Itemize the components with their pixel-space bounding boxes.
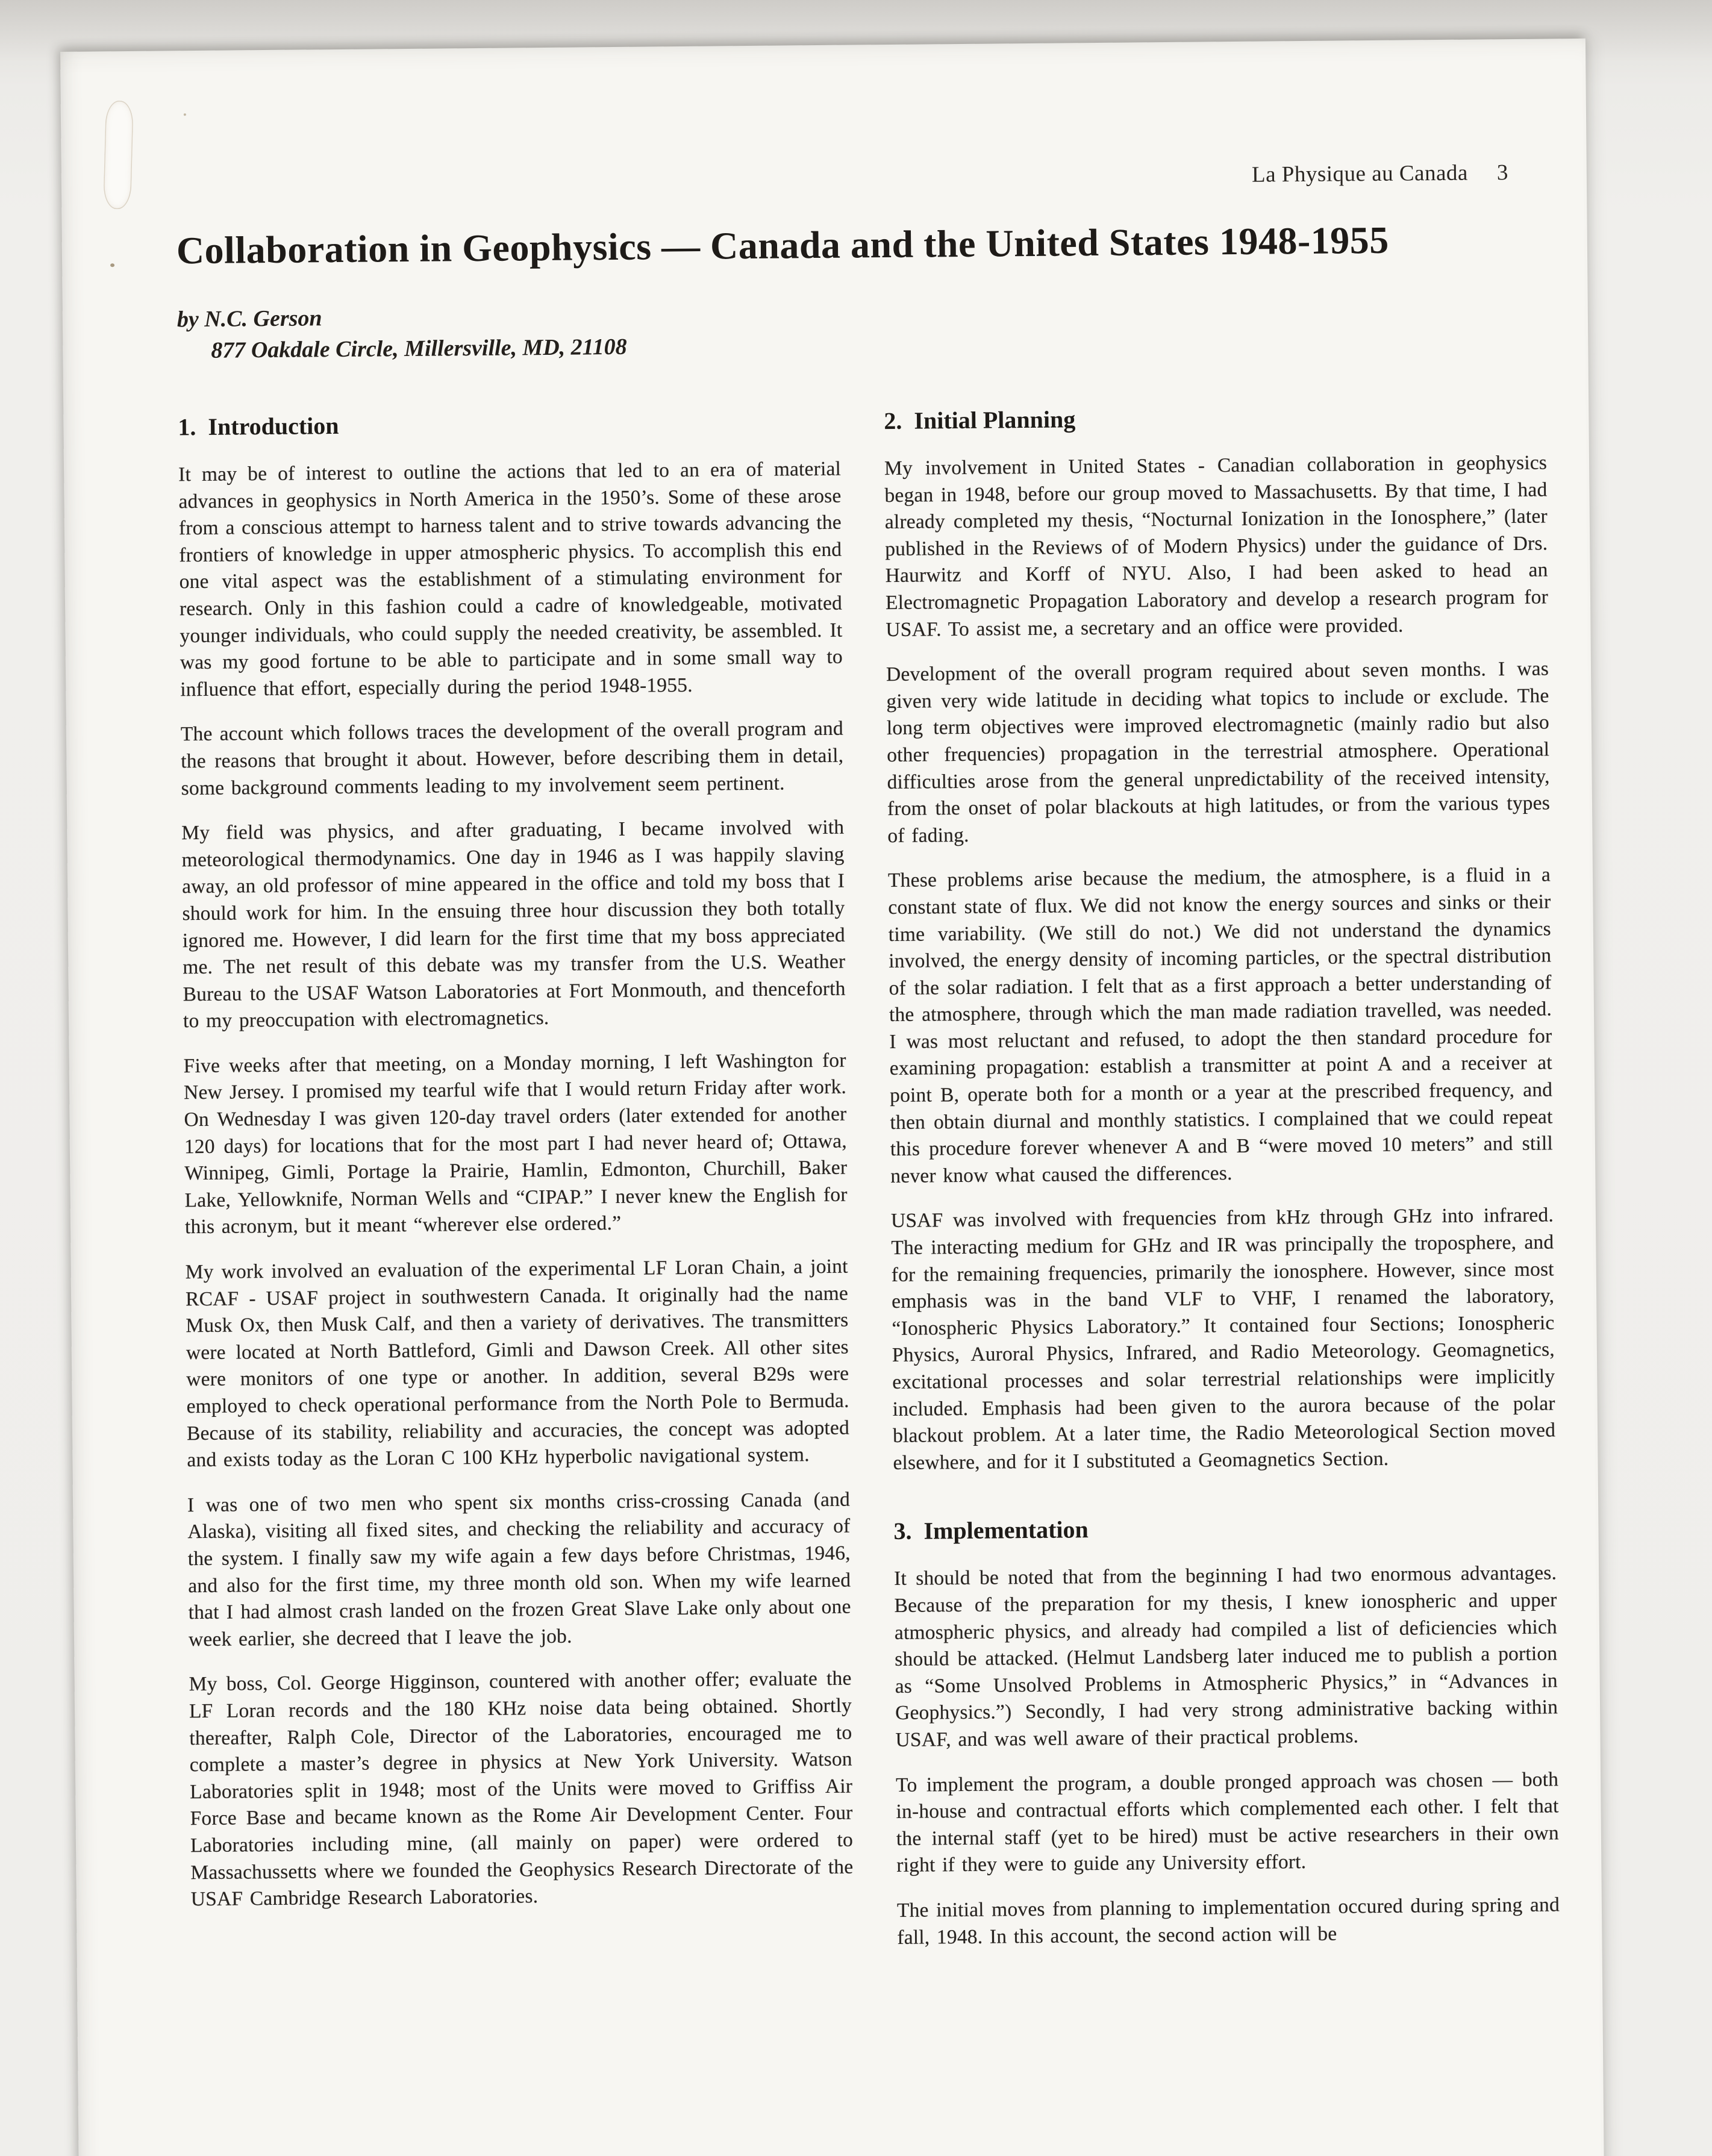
section-heading: 2. Initial Planning xyxy=(884,405,1076,435)
paragraph: My involvement in United States - Canadian collaboration in geophysics began in 1948, before our group moved to Massachusetts. By that time, I had already completed my thesis, “Nocturnal Ionization in the Ionosphere,” (later published in the Reviews of of Modern Physics) under the guidance of Drs. Haurwitz and Korff of NYU. Also, I had been asked to head an Electromagnetic Propagation Laboratory and develop a research program for USAF. To assist me, a secretary and an office were provided. xyxy=(884,451,1549,641)
section-implementation xyxy=(893,1511,1560,1951)
page-header xyxy=(176,159,1546,198)
section-introduction xyxy=(178,407,854,1913)
section-heading: 3. Implementation xyxy=(893,1516,1089,1545)
page-number: 3 xyxy=(1496,160,1509,186)
page-content xyxy=(60,39,1602,1976)
paragraph: It may be of interest to outline the actions that led to an era of material advances in geophysics in North America in the 1950’s. Some of these arose from a conscious attempt to harness talent and to strive towards advancing the frontiers of knowledge in upper atmospheric physics. To accomplish this end one vital aspect was the establishment of a stimulating environment for research. Only in this fashion could a cadre of knowledgeable, motivated younger individuals, who could supply the needed creativity, be assembled. It was my good fortune to be able to participate and in some small way to influence that effort, especially during the period 1948-1955. xyxy=(178,457,843,701)
paragraph: To implement the program, a double pronged approach was chosen — both in-house and contractual efforts which complemented each other. I felt that the internal staff (yet to be hired) must be active researchers in their own right if they were to guide any University effort. xyxy=(895,1767,1560,1877)
paragraph: It should be noted that from the beginning I had two enormous advantages. Because of the preparation for my thesis, I knew ionospheric and upper atmospheric physics, and already had compiled a list of deficiencies which should be attacked. (Helmut Landsberg later induced me to publish a portion as “Some Unsolved Problems in Atmospheric Physics,” in “Advances in Geophysics.”) Secondly, I had very strong administrative backing within USAF, and was well aware of their practical problems. xyxy=(894,1561,1558,1751)
column-left xyxy=(178,407,854,1976)
journal-name: La Physique au Canada xyxy=(1251,160,1469,187)
paragraph: My work involved an evaluation of the experimental LF Loran Chain, a joint RCAF - USAF project in southwestern Canada. It originally had the name Musk Ox, then Musk Calf, and then a variety of derivatives. The transmitters were located at North Battleford, Gimli and Dawson Creek. All other sites were monitors of one type or another. In addition, several B29s were employed to check operational performance from the North Pole to Bermuda. Because of its stability, reliability and accuracies, the concept was adopted and exists today as the Loran C 100 KHz hyperbolic navigational system. xyxy=(185,1255,850,1472)
paragraph: These problems arise because the medium, the atmosphere, is a fluid in a constant state of flux. We did not know the energy sources and sinks or their time variability. (We still do not.) We did not understand the dynamics involved, the energy density of incoming particles, or the spectral distribution of the solar radiation. I felt that as a first approach a better understanding of the atmosphere, through which the man made radiation travelled, was needed. I was most reluctant and refused, to adopt the then standard procedure for examining propagation: establish a transmitter at point A and a receiver at point B, operate both for a month or a year at the prescribed frequency, and then obtain diurnal and monthly statistics. I complained that we could repeat this procedure forever whenever A and B “were moved 10 meters” and still never know what caused the differences. xyxy=(887,863,1554,1187)
section-heading: 1. Introduction xyxy=(178,411,339,441)
byline: by N.C. Gerson xyxy=(177,305,322,333)
paragraph: My boss, Col. George Higginson, countered with another offer; evaluate the LF Loran records and the 180 KHz noise data being obtained. Shortly thereafter, Ralph Cole, Director of the Laboratories, encouraged me to complete a master’s degree in physics at New York University. Watson Laboratories split in 1948; most of the Units were moved to Griffiss Air Force Base and became known as the Rome Air Development Center. Four Laboratories including mine, (all mainly on paper) were ordered to Massachussetts where we founded the Geophysics Research Directorate of the USAF Cambridge Research Laboratories. xyxy=(189,1667,854,1911)
paragraph: USAF was involved with frequencies from kHz through GHz into infrared. The interacting medium for GHz and IR was principally the troposphere, and for the remaining frequencies, primarily the ionosphere. However, since most emphasis was in the band VLF to VHF, I renamed the laboratory, “Ionospheric Physics Laboratory.” It contained four Sections; Ionospheric Physics, Auroral Physics, Infrared, and Radio Meteorology. Geomagnetics, excitational processes and solar terrestrial relationships were implicitly included. Emphasis had been given to the aurora because of the polar blackout problem. At a later time, the Radio Meteorological Section moved elsewhere, and for it I substituted a Geomagnetics Section. xyxy=(890,1204,1556,1474)
column-right xyxy=(884,400,1560,1969)
paragraph: I was one of two men who spent six months criss-crossing Canada (and Alaska), visiting all fixed sites, and checking the reliability and accuracy of the system. I finally saw my wife again a few days before Christmas, 1946, and also for the first time, my three month old son. When my wife learned that I had almost crash landed on the frozen Great Slave Lake only about one week earlier, she decreed that I leave the job. xyxy=(187,1488,851,1651)
author-address: 877 Oakdale Circle, Millersville, MD, 21108 xyxy=(211,334,627,363)
article-title: Collaboration in Geophysics — Canada and the United States 1948-1955 xyxy=(176,218,1389,272)
paragraph: Five weeks after that meeting, on a Monday morning, I left Washington for New Jersey. I promised my tearful wife that I would return Friday after work. On Wednesday I was given 120-day travel orders (later extended for another 120 days) for locations that for the most part I had never heard of; Ottawa, Winnipeg, Gimli, Portage la Prairie, Hamlin, Edmonton, Churchill, Baker Lake, Yellowknife, Norman Wells and “CIPAP.” I never knew the English for this acronym, but it meant “wherever else ordered.” xyxy=(183,1049,848,1239)
paper-sheet xyxy=(60,39,1605,2156)
paragraph: Development of the overall program required about seven months. I was given very wide latitude in deciding what topics to include or exclude. The long term objectives were improved electromagnetic (mainly radio but also other frequencies) propagation in the terrestrial atmosphere. Operational difficulties arose from the general unpredictability of the received intensity, from the onset of polar blackouts at high latitudes, or from the various types of fading. xyxy=(886,657,1551,847)
paragraph: My field was physics, and after graduating, I became involved with meteorological thermodynamics. One day in 1946 as I was happily slaving away, an old professor of mine appeared in the office and told my boss that I should work for him. In the ensuing three hour discussion they both totally ignored me. However, I did learn for the first time that my boss appreciated me. The net result of this debate was my transfer from the U.S. Weather Bureau to the USAF Watson Laboratories at Fort Monmouth, and thenceforth to my preoccupation with electromagnetics. xyxy=(181,816,846,1033)
section-initial-planning xyxy=(884,400,1555,1476)
paragraph: The account which follows traces the development of the overall program and the reasons that brought it about. However, before describing them in detail, some background comments leading to my involvement seem pertinent. xyxy=(180,717,844,799)
article-columns xyxy=(178,400,1561,1975)
paragraph: The initial moves from planning to implementation occured during spring and fall, 1948. In this account, the second action will be xyxy=(896,1893,1560,1949)
